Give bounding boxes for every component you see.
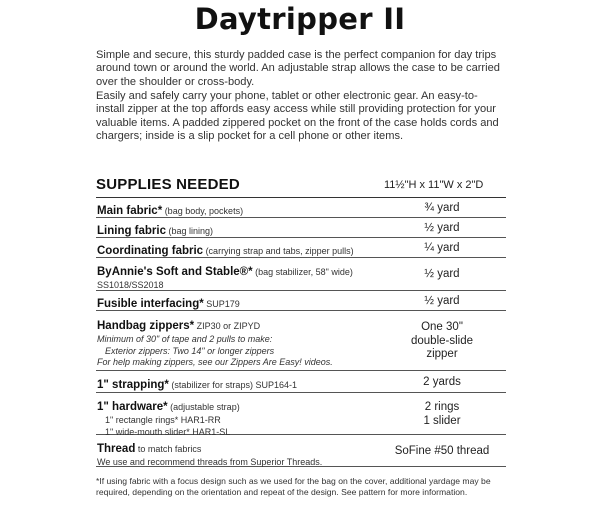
supply-row-soft-and-stable xyxy=(96,258,506,291)
supply-note: (stabilizer for straps) SUP164-1 xyxy=(168,380,297,390)
supply-detail: 1" rectangle rings* HAR1-RR xyxy=(105,415,221,425)
intro-paragraph-1: Simple and secure, this sturdy padded case is the perfect companion for day trips around town or around the world. An adjustable strap allows the case to be carried over the shoulder or cross-body. xyxy=(96,49,500,88)
supply-quantity: One 30" xyxy=(421,321,463,333)
supply-note: (bag stabilizer, 58" wide) xyxy=(252,267,353,277)
footnote: *If using fabric with a focus design such as we used for the bag on the cover, additional yardage may be required, depending on the orientation and repeat of the design. See pattern for more information. xyxy=(96,476,491,497)
intro-text xyxy=(96,49,506,144)
supply-row-fusible-interfacing xyxy=(96,291,506,311)
supplies-table xyxy=(96,198,506,467)
supply-name: ByAnnie's Soft and Stable®* xyxy=(97,266,253,278)
supply-detail: Exterior zippers: Two 14" or longer zippers xyxy=(105,345,275,356)
bag-dimensions: 11½"H x 11"W x 2"D xyxy=(384,179,484,191)
page-title: Daytripper II xyxy=(194,2,406,36)
supply-row-main-fabric xyxy=(96,198,506,218)
supply-name: Thread xyxy=(97,443,136,455)
supply-note: (bag lining) xyxy=(166,226,214,236)
supply-quantity: SoFine #50 thread xyxy=(394,445,490,457)
supply-note: (bag body, pockets) xyxy=(162,206,244,216)
supply-quantity: ¼ yard xyxy=(424,242,460,254)
supply-detail: Minimum of 30" of tape and 2 pulls to make: xyxy=(97,334,273,344)
supplies-heading: SUPPLIES NEEDED xyxy=(96,176,240,193)
supply-row-coordinating-fabric xyxy=(96,238,506,258)
supply-detail: 1" wide-mouth slider* HAR1-SL xyxy=(105,426,231,437)
supply-name: Coordinating fabric xyxy=(97,245,204,257)
supply-quantity: ½ yard xyxy=(424,268,460,280)
supply-quantity: ½ yard xyxy=(424,295,460,307)
supply-quantity: ¾ yard xyxy=(424,202,460,214)
supply-row-strapping xyxy=(96,371,506,393)
supply-detail: For help making zippers, see our Zippers Are Easy! videos. xyxy=(97,357,333,367)
supply-note: to match fabrics xyxy=(135,444,202,454)
supply-note: (adjustable strap) xyxy=(167,402,240,412)
supply-name: Lining fabric xyxy=(97,225,166,237)
supply-detail: We use and recommend threads from Superior Threads. xyxy=(97,457,323,467)
supply-note: ZIP30 or ZIPYD xyxy=(194,321,261,331)
supply-row-thread xyxy=(96,435,506,467)
supply-note: SUP179 xyxy=(203,299,240,309)
supply-row-hardware xyxy=(96,393,506,435)
supply-row-handbag-zippers xyxy=(96,311,506,371)
supply-name: Fusible interfacing* xyxy=(97,298,204,310)
supplies-header xyxy=(96,176,506,198)
supply-name: Handbag zippers* xyxy=(97,320,195,332)
supply-quantity: 2 yards xyxy=(423,376,461,388)
supply-detail: SS1018/SS2018 xyxy=(97,280,164,290)
supply-quantity: 2 rings xyxy=(424,401,460,413)
supply-quantity: ½ yard xyxy=(424,222,460,234)
supply-note: (carrying strap and tabs, zipper pulls) xyxy=(203,246,354,256)
supply-name: 1" strapping* xyxy=(97,379,169,391)
supply-name: Main fabric* xyxy=(97,205,163,217)
supply-quantity: zipper xyxy=(426,348,458,360)
supply-row-lining-fabric xyxy=(96,218,506,238)
supply-name: 1" hardware* xyxy=(97,401,168,413)
intro-paragraph-2: Easily and safely carry your phone, tablet or other electronic gear. An easy-to-install zipper at the top affords easy access while still providing protection for your valuable items. A padded zippered pocket on the front of the case holds cords and chargers; inside is a slip pocket for a cell phone or other items. xyxy=(96,89,499,142)
supply-quantity: double-slide xyxy=(410,334,473,347)
supply-quantity: 1 slider xyxy=(423,414,461,427)
